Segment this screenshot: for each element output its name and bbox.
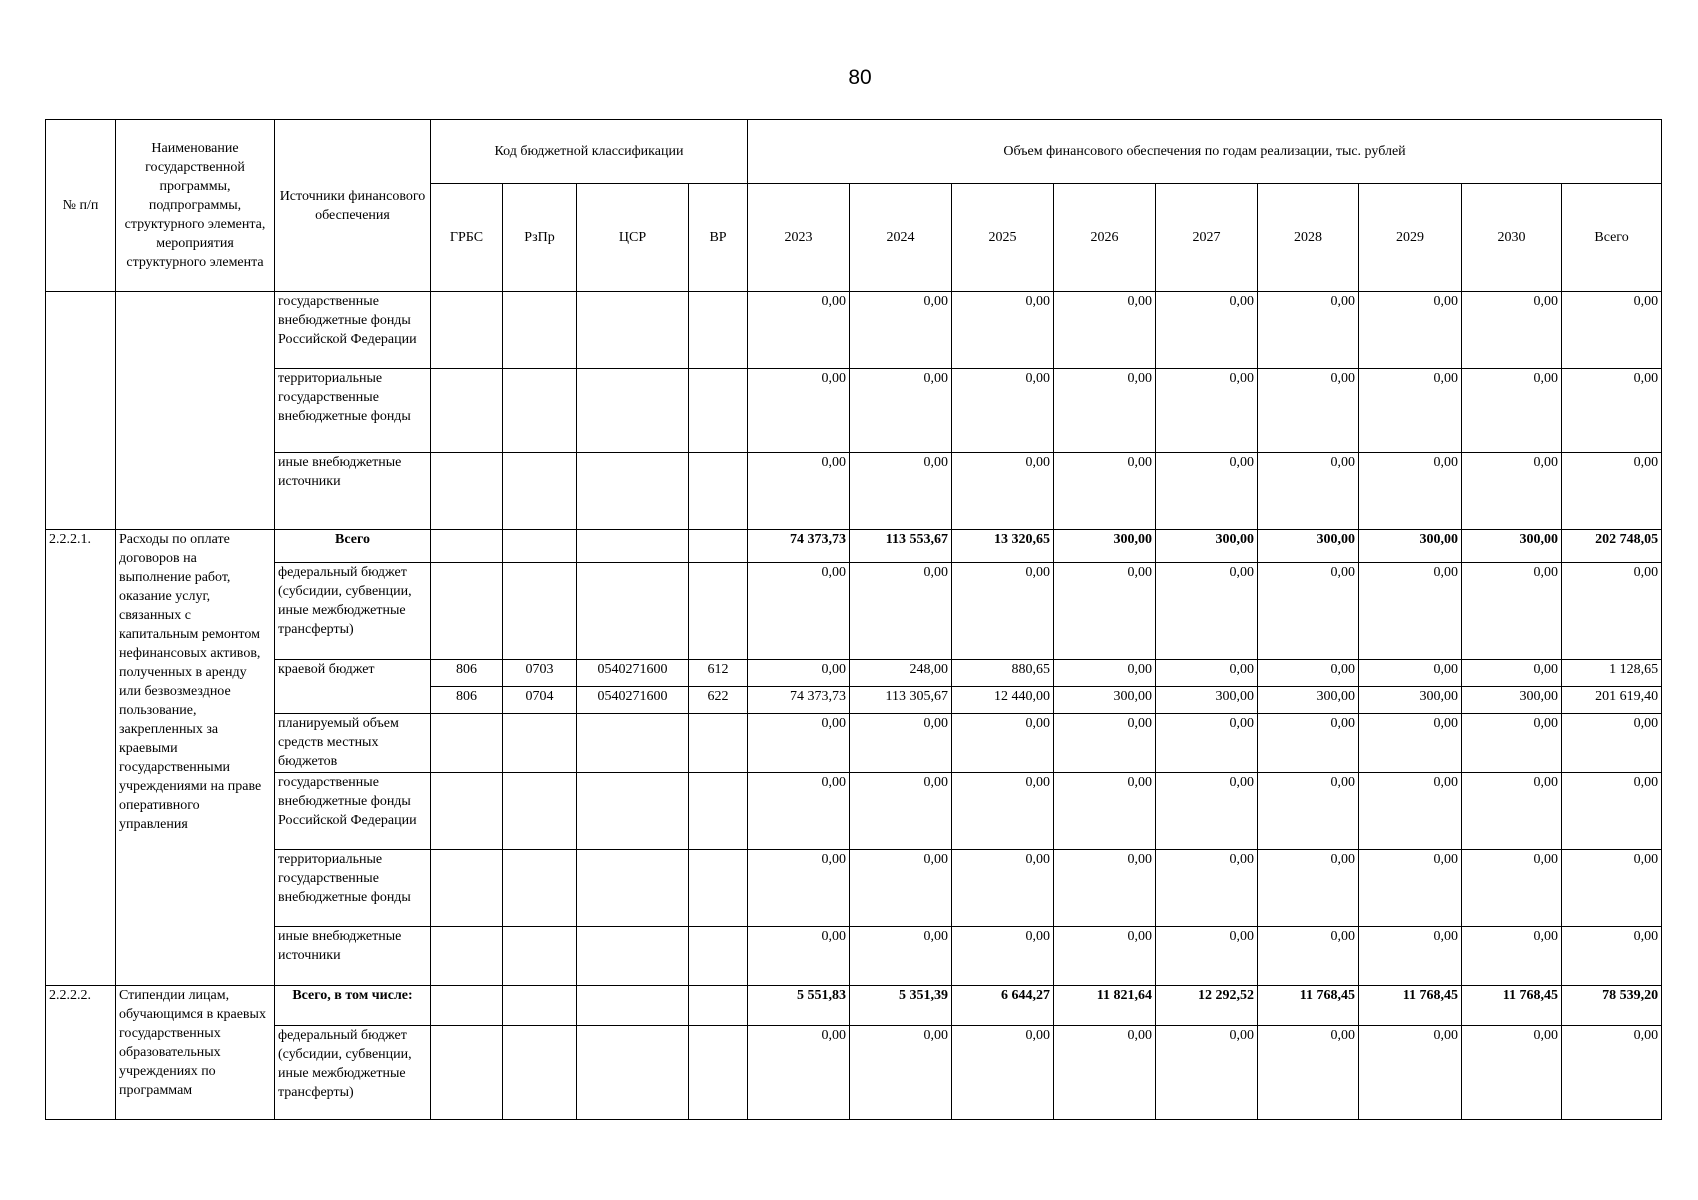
cell-value: 0,00 — [1156, 714, 1258, 773]
cell-value: 0,00 — [952, 453, 1054, 530]
cell-value: 0,00 — [1462, 850, 1562, 927]
cell-value: 0,00 — [952, 292, 1054, 369]
table-row — [46, 369, 1662, 453]
cell-value: 0,00 — [748, 369, 850, 453]
cell-value: 0,00 — [850, 714, 952, 773]
header-year-2023: 2023 — [748, 184, 850, 292]
cell-value: 0,00 — [1462, 369, 1562, 453]
cell-value: 0,00 — [1359, 850, 1462, 927]
cell-value: 5 351,39 — [850, 986, 952, 1026]
cell-value: 0,00 — [1054, 660, 1156, 687]
cell-value: 0,00 — [1359, 563, 1462, 660]
cell-value: 6 644,27 — [952, 986, 1054, 1026]
cell-value: 11 768,45 — [1462, 986, 1562, 1026]
cell-value: 0,00 — [748, 563, 850, 660]
row-code-rzpr — [503, 927, 577, 986]
row-code-vr — [689, 453, 748, 530]
row-code-vr: 612 — [689, 660, 748, 687]
row-code-csr: 0540271600 — [577, 687, 689, 714]
row-code-rzpr: 0703 — [503, 660, 577, 687]
table-row — [46, 563, 1662, 660]
row-index: 2.2.2.2. — [46, 986, 116, 1120]
cell-value: 0,00 — [1462, 563, 1562, 660]
table-row — [46, 773, 1662, 850]
cell-total: 202 748,05 — [1562, 530, 1662, 563]
row-code-vr — [689, 850, 748, 927]
cell-value: 300,00 — [1359, 687, 1462, 714]
cell-value: 0,00 — [1359, 369, 1462, 453]
row-code-grbs — [431, 714, 503, 773]
cell-value: 0,00 — [1462, 1026, 1562, 1120]
row-code-vr — [689, 773, 748, 850]
cell-value: 0,00 — [1156, 453, 1258, 530]
cell-value: 300,00 — [1054, 687, 1156, 714]
cell-value: 0,00 — [1156, 563, 1258, 660]
cell-value: 0,00 — [1258, 563, 1359, 660]
cell-value: 113 553,67 — [850, 530, 952, 563]
cell-value: 0,00 — [1156, 292, 1258, 369]
cell-total: 0,00 — [1562, 714, 1662, 773]
cell-value: 0,00 — [748, 850, 850, 927]
header-volume: Объем финансового обеспечения по годам реализации, тыс. рублей — [748, 120, 1662, 184]
cell-value: 74 373,73 — [748, 687, 850, 714]
cell-value: 880,65 — [952, 660, 1054, 687]
table-row — [46, 986, 1662, 1026]
row-code-rzpr — [503, 850, 577, 927]
header-code-vr: ВР — [689, 184, 748, 292]
cell-value: 0,00 — [1462, 453, 1562, 530]
cell-value: 248,00 — [850, 660, 952, 687]
cell-value: 0,00 — [1054, 453, 1156, 530]
cell-value: 0,00 — [1462, 660, 1562, 687]
cell-value: 12 440,00 — [952, 687, 1054, 714]
cell-value: 0,00 — [1359, 453, 1462, 530]
cell-value: 300,00 — [1462, 530, 1562, 563]
row-source: территориальные государственные внебюджетные фонды — [275, 369, 431, 453]
row-code-csr: 0540271600 — [577, 660, 689, 687]
cell-value: 11 821,64 — [1054, 986, 1156, 1026]
cell-value: 0,00 — [748, 773, 850, 850]
row-code-vr — [689, 530, 748, 563]
cell-value: 0,00 — [1359, 773, 1462, 850]
cell-value: 0,00 — [1156, 369, 1258, 453]
cell-value: 13 320,65 — [952, 530, 1054, 563]
row-code-vr — [689, 563, 748, 660]
cell-value: 0,00 — [1258, 927, 1359, 986]
cell-value: 0,00 — [1054, 1026, 1156, 1120]
row-source: территориальные государственные внебюджетные фонды — [275, 850, 431, 927]
row-source: государственные внебюджетные фонды Российской Федерации — [275, 292, 431, 369]
header-code-rzpr: РзПр — [503, 184, 577, 292]
table-row — [46, 927, 1662, 986]
cell-value: 0,00 — [1359, 1026, 1462, 1120]
row-code-vr — [689, 927, 748, 986]
header-code-grbs: ГРБС — [431, 184, 503, 292]
row-code-grbs — [431, 850, 503, 927]
cell-value: 0,00 — [1359, 927, 1462, 986]
cell-value: 0,00 — [1156, 773, 1258, 850]
row-code-grbs — [431, 369, 503, 453]
row-code-rzpr — [503, 714, 577, 773]
table-row — [46, 292, 1662, 369]
cell-value: 0,00 — [1156, 660, 1258, 687]
cell-value: 0,00 — [1258, 453, 1359, 530]
row-code-rzpr — [503, 773, 577, 850]
budget-table — [45, 119, 1662, 1120]
row-code-csr — [577, 986, 689, 1026]
row-code-grbs — [431, 292, 503, 369]
cell-value: 0,00 — [1258, 714, 1359, 773]
row-code-csr — [577, 530, 689, 563]
cell-total: 0,00 — [1562, 773, 1662, 850]
header-budget-code: Код бюджетной классификации — [431, 120, 748, 184]
row-code-vr — [689, 369, 748, 453]
cell-value: 0,00 — [1156, 927, 1258, 986]
cell-value: 300,00 — [1462, 687, 1562, 714]
row-code-csr — [577, 453, 689, 530]
cell-total: 0,00 — [1562, 850, 1662, 927]
cell-value: 0,00 — [850, 1026, 952, 1120]
row-code-grbs — [431, 453, 503, 530]
row-index: 2.2.2.1. — [46, 530, 116, 986]
cell-value: 0,00 — [1054, 773, 1156, 850]
cell-value: 0,00 — [1258, 292, 1359, 369]
cell-value: 0,00 — [1258, 369, 1359, 453]
cell-value: 0,00 — [748, 292, 850, 369]
row-code-grbs: 806 — [431, 660, 503, 687]
row-source: Всего — [275, 530, 431, 563]
row-code-csr — [577, 714, 689, 773]
table-row — [46, 660, 1662, 687]
cell-value: 0,00 — [748, 1026, 850, 1120]
row-code-rzpr — [503, 292, 577, 369]
row-code-grbs — [431, 1026, 503, 1120]
row-code-rzpr: 0704 — [503, 687, 577, 714]
row-code-csr — [577, 563, 689, 660]
cell-value: 300,00 — [1258, 687, 1359, 714]
cell-value: 0,00 — [1258, 773, 1359, 850]
header-total: Всего — [1562, 184, 1662, 292]
cell-value: 0,00 — [1054, 292, 1156, 369]
cell-value: 0,00 — [1054, 369, 1156, 453]
row-code-rzpr — [503, 986, 577, 1026]
cell-value: 0,00 — [1054, 927, 1156, 986]
cell-value: 0,00 — [952, 850, 1054, 927]
table-row — [46, 1026, 1662, 1120]
cell-value: 0,00 — [1258, 1026, 1359, 1120]
cell-value: 74 373,73 — [748, 530, 850, 563]
cell-value: 300,00 — [1054, 530, 1156, 563]
header-year-2030: 2030 — [1462, 184, 1562, 292]
cell-total: 0,00 — [1562, 369, 1662, 453]
cell-value: 0,00 — [1054, 714, 1156, 773]
row-code-grbs — [431, 530, 503, 563]
cell-value: 0,00 — [850, 369, 952, 453]
cell-value: 300,00 — [1258, 530, 1359, 563]
row-name: Стипендии лицам, обучающимся в краевых государственных образовательных учреждениях по программам — [116, 986, 275, 1120]
cell-value: 11 768,45 — [1258, 986, 1359, 1026]
row-code-vr — [689, 1026, 748, 1120]
header-num: № п/п — [46, 120, 116, 292]
cell-value: 113 305,67 — [850, 687, 952, 714]
row-code-csr — [577, 773, 689, 850]
cell-value: 300,00 — [1359, 530, 1462, 563]
row-name — [116, 292, 275, 530]
header-sources: Источники финансового обеспечения — [275, 120, 431, 292]
cell-value: 0,00 — [748, 714, 850, 773]
row-code-rzpr — [503, 453, 577, 530]
cell-value: 0,00 — [1359, 714, 1462, 773]
cell-value: 0,00 — [952, 1026, 1054, 1120]
cell-value: 0,00 — [748, 453, 850, 530]
cell-value: 0,00 — [1462, 292, 1562, 369]
cell-value: 0,00 — [1258, 850, 1359, 927]
header-year-2025: 2025 — [952, 184, 1054, 292]
table-row — [46, 453, 1662, 530]
row-code-csr — [577, 292, 689, 369]
cell-total: 0,00 — [1562, 292, 1662, 369]
row-code-grbs — [431, 986, 503, 1026]
cell-value: 0,00 — [850, 927, 952, 986]
cell-value: 0,00 — [748, 927, 850, 986]
row-code-vr: 622 — [689, 687, 748, 714]
row-code-rzpr — [503, 563, 577, 660]
row-source: федеральный бюджет (субсидии, субвенции, иные межбюджетные трансферты) — [275, 1026, 431, 1120]
cell-total: 1 128,65 — [1562, 660, 1662, 687]
row-code-rzpr — [503, 1026, 577, 1120]
cell-value: 0,00 — [850, 292, 952, 369]
cell-value: 12 292,52 — [1156, 986, 1258, 1026]
cell-value: 300,00 — [1156, 530, 1258, 563]
cell-value: 0,00 — [1462, 714, 1562, 773]
page-number: 80 — [848, 66, 872, 89]
cell-value: 0,00 — [1156, 850, 1258, 927]
cell-value: 0,00 — [1054, 850, 1156, 927]
row-code-vr — [689, 986, 748, 1026]
row-code-vr — [689, 714, 748, 773]
row-code-csr — [577, 369, 689, 453]
header-year-2028: 2028 — [1258, 184, 1359, 292]
cell-value: 0,00 — [1359, 660, 1462, 687]
table-row — [46, 850, 1662, 927]
row-index — [46, 292, 116, 530]
cell-value: 0,00 — [850, 563, 952, 660]
cell-value: 0,00 — [748, 660, 850, 687]
cell-value: 0,00 — [952, 563, 1054, 660]
cell-total: 201 619,40 — [1562, 687, 1662, 714]
cell-value: 0,00 — [1462, 927, 1562, 986]
cell-value: 300,00 — [1156, 687, 1258, 714]
cell-value: 0,00 — [952, 369, 1054, 453]
row-code-csr — [577, 927, 689, 986]
cell-total: 0,00 — [1562, 927, 1662, 986]
cell-total: 78 539,20 — [1562, 986, 1662, 1026]
row-code-rzpr — [503, 369, 577, 453]
row-name: Расходы по оплате договоров на выполнение работ, оказание услуг, связанных с капитальным ремонтом нефинансовых активов, полученных в аренду или безвозмездное пользование, закрепленных за краевыми государственными учреждениями на праве оперативного управления — [116, 530, 275, 986]
row-source: государственные внебюджетные фонды Российской Федерации — [275, 773, 431, 850]
cell-value: 0,00 — [1156, 1026, 1258, 1120]
header-year-2027: 2027 — [1156, 184, 1258, 292]
cell-value: 0,00 — [1258, 660, 1359, 687]
cell-value: 0,00 — [952, 714, 1054, 773]
cell-value: 0,00 — [1359, 292, 1462, 369]
row-source: иные внебюджетные источники — [275, 927, 431, 986]
row-code-vr — [689, 292, 748, 369]
header-year-2029: 2029 — [1359, 184, 1462, 292]
row-source: федеральный бюджет (субсидии, субвенции, иные межбюджетные трансферты) — [275, 563, 431, 660]
cell-value: 0,00 — [850, 453, 952, 530]
cell-value: 0,00 — [952, 927, 1054, 986]
header-code-csr: ЦСР — [577, 184, 689, 292]
cell-value: 0,00 — [1462, 773, 1562, 850]
row-code-csr — [577, 850, 689, 927]
header-year-2024: 2024 — [850, 184, 952, 292]
cell-total: 0,00 — [1562, 453, 1662, 530]
cell-value: 0,00 — [952, 773, 1054, 850]
table-row — [46, 530, 1662, 563]
row-code-rzpr — [503, 530, 577, 563]
header-name: Наименование государственной программы, подпрограммы, структурного элемента, мероприятия структурного элемента — [116, 120, 275, 292]
cell-value: 0,00 — [850, 850, 952, 927]
row-code-grbs — [431, 563, 503, 660]
row-code-grbs — [431, 773, 503, 850]
cell-total: 0,00 — [1562, 563, 1662, 660]
row-code-grbs — [431, 927, 503, 986]
row-source: иные внебюджетные источники — [275, 453, 431, 530]
cell-value: 5 551,83 — [748, 986, 850, 1026]
cell-value: 0,00 — [1054, 563, 1156, 660]
cell-value: 0,00 — [850, 773, 952, 850]
row-source: краевой бюджет — [275, 660, 431, 714]
cell-value: 11 768,45 — [1359, 986, 1462, 1026]
header-year-2026: 2026 — [1054, 184, 1156, 292]
row-source: планируемый объем средств местных бюджетов — [275, 714, 431, 773]
row-code-grbs: 806 — [431, 687, 503, 714]
row-code-csr — [577, 1026, 689, 1120]
row-source: Всего, в том числе: — [275, 986, 431, 1026]
cell-total: 0,00 — [1562, 1026, 1662, 1120]
table-row — [46, 714, 1662, 773]
